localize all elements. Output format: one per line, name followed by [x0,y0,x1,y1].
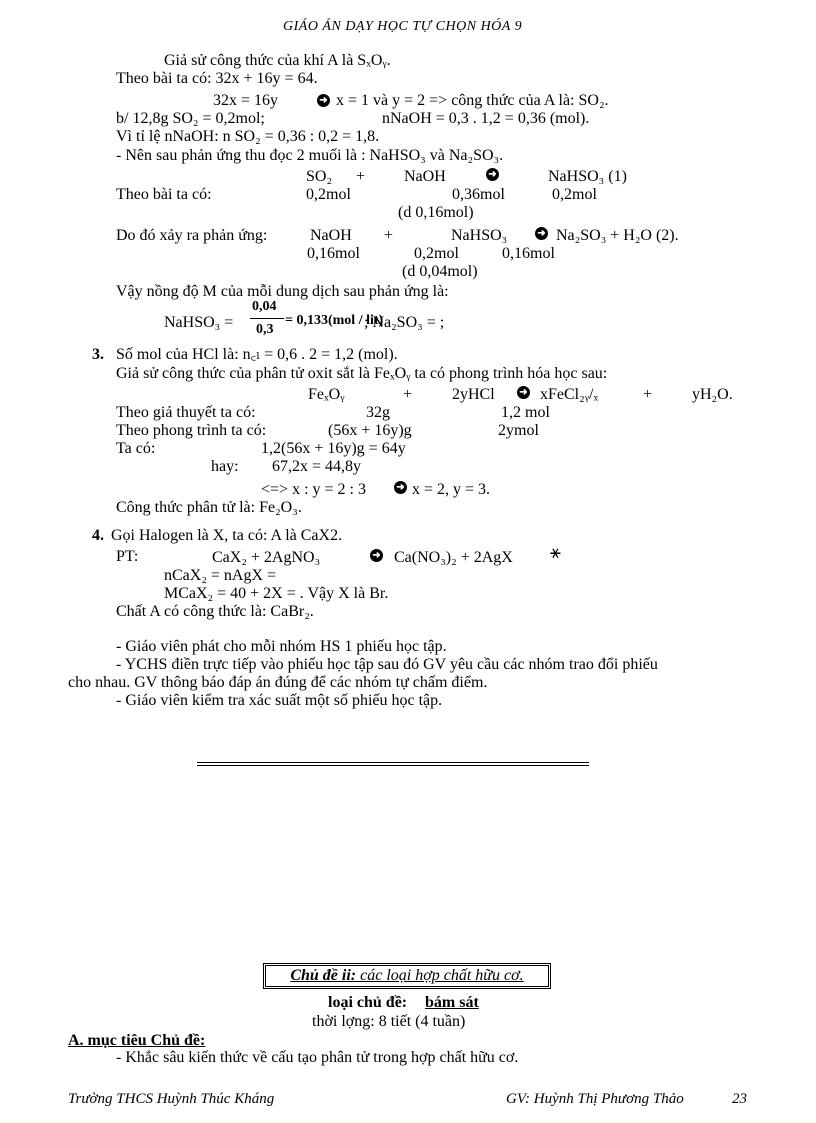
p3-pt-2: 2ymol [498,422,539,439]
r2-mol-1: 0,16mol [307,245,360,262]
gv-line-2: - YCHS điền trực tiếp vào phiếu học tập sau đó GV yêu cầu các nhóm trao đổi phiếu [116,656,658,673]
p2-line-2: Theo bài ta có: 32x + 16y = 64. [116,70,318,87]
p3-tc-1: 1,2(56x + 16y)g = 64y [261,440,406,457]
r2-excess: (d 0,04mol) [402,263,478,280]
r2-plus: + [384,227,394,244]
precipitate-icon: ⚹ [550,542,561,562]
gv-line-4: - Giáo viên kiểm tra xác suất một số phiếu học tập. [116,692,443,709]
p3-ratio: <=> x : y = 2 : 3 [261,481,366,498]
p3-ratio-arrow [394,479,407,497]
p3-gt-label: Theo giả thuyết ta có: [116,404,256,421]
separator-rule-bottom [197,765,589,766]
topic-label: Chủ đề ii: [290,967,357,984]
p2-line-1: Giả sử công thức của khí A là SₓOᵧ. [164,52,391,69]
section-a-heading: A. mục tiêu Chủ đề: [68,1032,206,1049]
r1-so2: SO₂ [306,168,333,185]
p4-pt-reactants: CaX₂ + 2AgNO₃ [212,549,321,566]
separator-rule-top [197,762,589,763]
p3-eq-arrow [517,384,530,402]
p4-m-line: MCaX₂ = 40 + 2X = . Vậy X là Br. [164,585,389,602]
p3-pt-1: (56x + 16y)g [328,422,412,439]
p3-eq-h2o: yH₂O. [692,386,733,403]
r1-excess: (d 0,16mol) [398,204,474,221]
r2-arrow [535,225,548,243]
section-a-line-1: - Khắc sâu kiến thức về cấu tạo phân tử trong hợp chất hữu cơ. [116,1049,519,1066]
r1-arrow [486,166,499,184]
topic-title-box [263,963,551,989]
r1-mol-3: 0,2mol [552,186,597,203]
p4-pt-arrow [370,547,383,565]
p3-eq-plus-1: + [403,386,413,403]
p3-eq-plus-2: + [643,386,653,403]
arrow-icon: ➜ [535,227,548,240]
p3-pt-label: Theo phong trình ta có: [116,422,267,439]
p4-pt-label: PT: [116,548,139,565]
p3-eq-fecl: xFeCl₂ᵧ/ₓ [540,386,599,403]
p2-line-3b: x = 1 và y = 2 => công thức của A là: SO₂. [336,92,609,109]
r2-mol-3: 0,16mol [502,245,555,262]
formula-denominator: 0,3 [256,322,274,337]
footer-page-number: 23 [732,1091,747,1107]
r2-nahso3: NaHSO₃ [451,227,508,244]
r2-label: Do đó xảy ra phản ứng: [116,227,268,244]
p2-line-3-arrow [317,92,330,110]
p3-hay-label: hay: [211,458,239,475]
p3-number: 3. [92,346,104,363]
r1-plus: + [356,168,366,185]
r1-mol-1: 0,2mol [306,186,351,203]
p3-eq-hcl: 2yHCl [452,386,495,403]
formula-result: = 0,133(mol / lit) [285,313,384,328]
p2-line-3a: 32x = 16y [213,92,279,109]
r2-naoh: NaOH [310,227,352,244]
r1-naoh: NaOH [404,168,446,185]
arrow-icon: ➜ [517,386,530,399]
topic-type-label: loại chủ đề: [328,994,408,1011]
page-header-title: GIÁO ÁN DẠY HỌC TỰ CHỌN HÓA 9 [283,19,523,34]
formula-left: NaHSO₃ = [164,314,234,331]
formula-tail: ; Na₂SO₃ = ; [364,314,445,331]
p4-n-line: nCaX₂ = nAgX = [164,567,277,584]
p3-hay-1: 67,2x = 44,8y [272,458,362,475]
conc-intro: Vậy nồng độ M của mỗi dung dịch sau phản ứng là: [116,283,449,300]
p4-pt-products: Ca(NO₃)₂ + 2AgX [394,549,513,566]
arrow-icon: ➜ [486,168,499,181]
r2-products: Na₂SO₃ + H₂O (2). [556,227,679,244]
p3-tc-label: Ta có: [116,440,156,457]
p3-ratio-result: x = 2, y = 3. [412,481,491,498]
p3-eq-feo: FeₓOᵧ [308,386,345,403]
p3-line-2: Giả sử công thức của phân tử oxit sắt là FeₓOᵧ ta có phong trình hóa học sau: [116,365,608,382]
gv-line-3: cho nhau. GV thông báo đáp án đúng để các nhóm tự chấm điểm. [68,674,488,691]
gv-line-1: - Giáo viên phát cho mỗi nhóm HS 1 phiếu học tập. [116,638,447,655]
p4-number: 4. [92,527,104,544]
footer-school: Trường THCS Huỳnh Thúc Kháng [68,1091,275,1107]
topic-time: thời lợng: 8 tiết (4 tuần) [312,1013,466,1030]
p3-gt-1: 32g [366,404,390,421]
p3-line-1: Số mol của HCl là: n꜀ₗ = 0,6 . 2 = 1,2 (mol). [116,346,398,363]
p2-line-4b: nNaOH = 0,3 . 1,2 = 0,36 (mol). [382,110,590,127]
p4-line-1: Gọi Halogen là X, ta có: A là CaX2. [111,527,343,544]
r1-product: NaHSO₃ (1) [548,168,627,185]
p3-gt-2: 1,2 mol [501,404,550,421]
p2-line-6: - Nên sau phản ứng thu đọc 2 muối là : NaHSO₃ và Na₂SO₃. [116,147,504,164]
formula-fraction-bar [250,318,284,319]
p4-formula: Chất A có công thức là: CaBr₂. [116,603,314,620]
p2-line-5: Vì tỉ lệ nNaOH: n SO₂ = 0,36 : 0,2 = 1,8. [116,128,380,145]
p2-line-4a: b/ 12,8g SO₂ = 0,2mol; [116,110,265,127]
p3-formula: Công thức phân tử là: Fe₂O₃. [116,499,302,516]
arrow-icon: ➜ [394,481,407,494]
formula-numerator: 0,04 [252,299,277,314]
arrow-icon: ➜ [370,549,383,562]
r2-mol-2: 0,2mol [414,245,459,262]
r1-mol-2: 0,36mol [452,186,505,203]
footer-teacher: GV: Huỳnh Thị Phương Thảo [506,1091,684,1107]
topic-text: các loại hợp chất hữu cơ. [356,967,524,984]
r1-label: Theo bài ta có: [116,186,212,203]
topic-type-value: bám sát [425,994,479,1011]
arrow-icon: ➜ [317,94,330,107]
